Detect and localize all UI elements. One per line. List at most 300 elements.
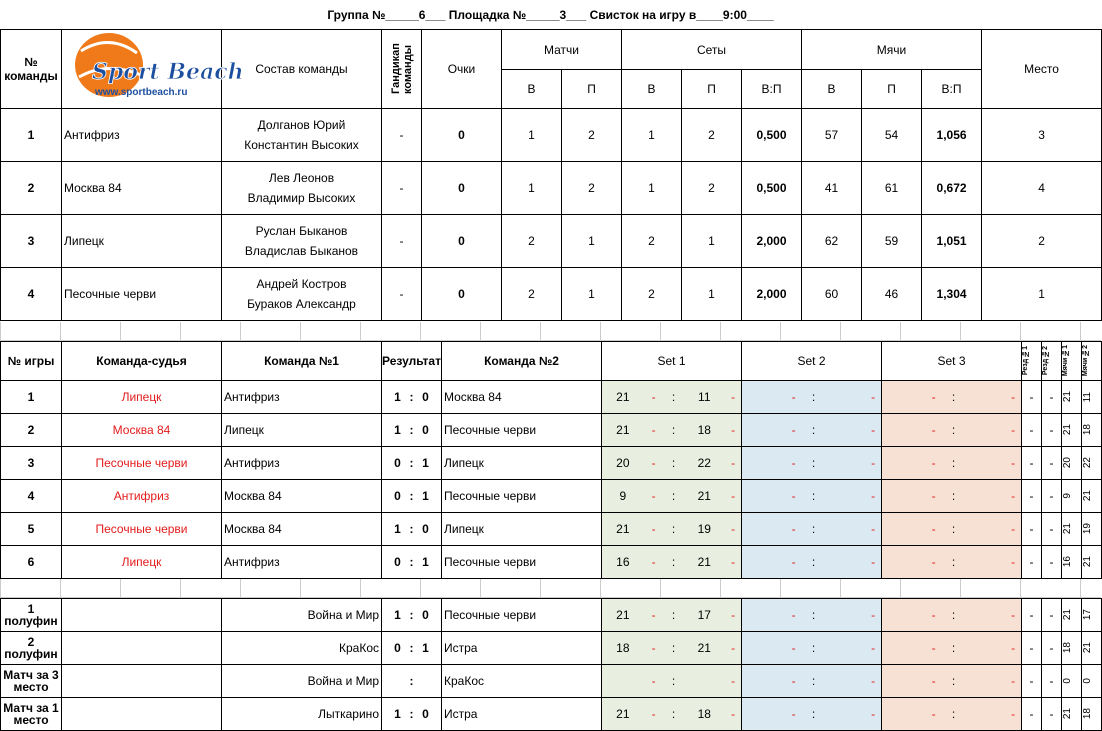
team-name: Липецк xyxy=(62,215,222,268)
team-2: Липецк xyxy=(442,513,602,546)
game-no-header: № игры xyxy=(1,342,62,381)
sets-ratio-header: В:П xyxy=(742,70,802,109)
set-cell[interactable] xyxy=(742,381,882,414)
balls-header: Мячи xyxy=(802,30,982,70)
balls-ratio: 1,051 xyxy=(922,215,982,268)
set-dash: - xyxy=(1011,674,1016,688)
set-dash: - xyxy=(871,489,876,503)
balls-1: 16 xyxy=(1062,556,1073,568)
set-score-1: 16 xyxy=(616,555,630,569)
team-1: Липецк xyxy=(222,414,382,447)
referee-team: Песочные черви xyxy=(62,513,222,546)
r1: - xyxy=(1022,381,1042,414)
set-dash: - xyxy=(931,555,936,569)
set-colon: : xyxy=(811,489,816,503)
team-no: 4 xyxy=(1,268,62,321)
balls-2: 11 xyxy=(1082,391,1093,403)
team-2: Истра xyxy=(442,698,602,731)
set-dash: - xyxy=(931,456,936,470)
set-dash: - xyxy=(871,522,876,536)
sets-ratio: 0,500 xyxy=(742,109,802,162)
finals-table xyxy=(0,598,1102,731)
result[interactable] xyxy=(382,599,442,632)
set-score-2: 18 xyxy=(697,423,711,437)
final-label: Матч за 1 место xyxy=(1,698,62,731)
set-dash: - xyxy=(791,608,796,622)
team-name: Москва 84 xyxy=(62,162,222,215)
set-dash: - xyxy=(791,522,796,536)
player-2: Владимир Высоких xyxy=(247,191,356,205)
r2: - xyxy=(1042,698,1062,731)
place: 4 xyxy=(982,162,1102,215)
result-score-1: 0 xyxy=(394,641,401,655)
sets-lost: 2 xyxy=(682,162,742,215)
result-score-2: 1 xyxy=(422,456,429,470)
result[interactable] xyxy=(382,513,442,546)
set-score-1: 9 xyxy=(619,489,627,503)
balls-1: 20 xyxy=(1062,457,1073,469)
matches-lost: 1 xyxy=(562,268,622,321)
game-no: 6 xyxy=(1,546,62,579)
referee-team: Песочные черви xyxy=(62,447,222,480)
set-cell[interactable] xyxy=(602,447,742,480)
set-cell[interactable] xyxy=(742,546,882,579)
m1-header: Мячи №1 xyxy=(1062,345,1069,377)
set-cell[interactable] xyxy=(602,480,742,513)
result[interactable] xyxy=(382,414,442,447)
team-1: Война и Мир xyxy=(222,599,382,632)
r1: - xyxy=(1022,414,1042,447)
result-score-1: 1 xyxy=(394,522,401,536)
set-cell[interactable] xyxy=(602,513,742,546)
result-colon: : xyxy=(409,707,414,721)
team-2: Песочные черви xyxy=(442,546,602,579)
balls-1: 18 xyxy=(1062,642,1073,654)
set-score-1: 21 xyxy=(616,522,630,536)
team-2: Песочные черви xyxy=(442,599,602,632)
balls-won: 41 xyxy=(802,162,862,215)
result-colon: : xyxy=(409,423,414,437)
referee-team: Липецк xyxy=(62,381,222,414)
set-cell[interactable] xyxy=(882,513,1022,546)
set-colon: : xyxy=(671,423,676,437)
set-cell[interactable] xyxy=(602,698,742,731)
logo xyxy=(62,30,244,109)
result[interactable] xyxy=(382,381,442,414)
balls-ratio: 1,056 xyxy=(922,109,982,162)
set-dash: - xyxy=(931,608,936,622)
game-no: 2 xyxy=(1,414,62,447)
sets-header: Сеты xyxy=(622,30,802,70)
r1: - xyxy=(1022,546,1042,579)
set-score-1: 21 xyxy=(616,707,630,721)
result-score-2: 1 xyxy=(422,641,429,655)
team-1: КраКос xyxy=(222,632,382,665)
set-cell[interactable] xyxy=(882,546,1022,579)
referee-team xyxy=(62,665,222,698)
balls-1: 21 xyxy=(1062,523,1073,535)
set-score-2: 18 xyxy=(697,707,711,721)
set-colon: : xyxy=(671,390,676,404)
balls-2: 18 xyxy=(1082,708,1093,720)
set-colon: : xyxy=(951,641,956,655)
final-row xyxy=(1,698,1102,731)
result-score-2: 0 xyxy=(422,423,429,437)
set-colon: : xyxy=(951,608,956,622)
sets-ratio: 2,000 xyxy=(742,215,802,268)
set-cell[interactable] xyxy=(602,632,742,665)
set-score-2: 11 xyxy=(698,390,711,404)
set-dash: - xyxy=(871,608,876,622)
balls-2: 21 xyxy=(1082,556,1093,568)
team-1: Война и Мир xyxy=(222,665,382,698)
matches-won: 2 xyxy=(502,268,562,321)
sets-l-header: П xyxy=(682,70,742,109)
points: 0 xyxy=(422,162,502,215)
team-composition xyxy=(222,162,382,215)
set-dash: - xyxy=(651,707,656,721)
set-dash: - xyxy=(731,456,736,470)
team-no: 3 xyxy=(1,215,62,268)
set-dash: - xyxy=(931,674,936,688)
set-dash: - xyxy=(651,423,656,437)
set-cell[interactable] xyxy=(742,599,882,632)
set-dash: - xyxy=(871,456,876,470)
set-colon: : xyxy=(671,522,676,536)
set-colon: : xyxy=(671,674,676,688)
set-cell[interactable] xyxy=(882,632,1022,665)
set-dash: - xyxy=(651,608,656,622)
team-2: Липецк xyxy=(442,447,602,480)
result[interactable] xyxy=(382,698,442,731)
set-dash: - xyxy=(651,456,656,470)
r2: - xyxy=(1042,546,1062,579)
set-score-1: 21 xyxy=(616,423,630,437)
points: 0 xyxy=(422,268,502,321)
balls-2: 18 xyxy=(1082,424,1093,436)
r2: - xyxy=(1042,513,1062,546)
game-no: 5 xyxy=(1,513,62,546)
standings-row xyxy=(1,109,1102,162)
result[interactable] xyxy=(382,665,442,698)
team-2: Песочные черви xyxy=(442,480,602,513)
matches-l-header: П xyxy=(562,70,622,109)
referee-team xyxy=(62,698,222,731)
team-2: Истра xyxy=(442,632,602,665)
set-cell[interactable] xyxy=(882,414,1022,447)
balls-won: 60 xyxy=(802,268,862,321)
result-score-2: 1 xyxy=(422,555,429,569)
balls-1: 21 xyxy=(1062,424,1073,436)
set-colon: : xyxy=(671,641,676,655)
set-cell[interactable] xyxy=(882,447,1022,480)
sport-beach-logo-icon xyxy=(67,31,244,107)
referee-team: Липецк xyxy=(62,546,222,579)
balls-2: 19 xyxy=(1082,523,1093,535)
set-dash: - xyxy=(1011,489,1016,503)
spacer xyxy=(0,322,1101,341)
r1: - xyxy=(1022,665,1042,698)
balls-lost: 54 xyxy=(862,109,922,162)
player-2: Владислав Быканов xyxy=(244,244,359,258)
set2-header: Set 2 xyxy=(742,342,882,381)
game-row xyxy=(1,513,1102,546)
handicap: - xyxy=(382,162,422,215)
result-header: Результат xyxy=(382,342,442,381)
group-title: Группа №_____6___ Площадка №_____3___ Свисток на игру в____9:00____ xyxy=(327,8,774,22)
result[interactable] xyxy=(382,632,442,665)
team-no-header: № команды xyxy=(1,30,62,109)
r2: - xyxy=(1042,480,1062,513)
matches-won: 1 xyxy=(502,109,562,162)
referee-team: Антифриз xyxy=(62,480,222,513)
referee-header: Команда-судья xyxy=(62,342,222,381)
sets-lost: 1 xyxy=(682,268,742,321)
team-1: Антифриз xyxy=(222,546,382,579)
result-colon: : xyxy=(409,641,414,655)
set-cell[interactable] xyxy=(602,599,742,632)
player-1: Андрей Костров xyxy=(256,277,347,291)
sets-won: 1 xyxy=(622,162,682,215)
sets-lost: 2 xyxy=(682,109,742,162)
set-colon: : xyxy=(811,608,816,622)
set-colon: : xyxy=(951,674,956,688)
set-dash: - xyxy=(731,707,736,721)
team-no: 2 xyxy=(1,162,62,215)
handicap: - xyxy=(382,215,422,268)
set-cell[interactable] xyxy=(742,513,882,546)
set-cell[interactable] xyxy=(602,546,742,579)
player-1: Долганов Юрий xyxy=(257,118,346,132)
final-row xyxy=(1,599,1102,632)
balls-1: 21 xyxy=(1062,391,1073,403)
balls-l-header: П xyxy=(862,70,922,109)
set-colon: : xyxy=(671,456,676,470)
set-dash: - xyxy=(931,522,936,536)
result[interactable] xyxy=(382,447,442,480)
game-row xyxy=(1,414,1102,447)
team2-header: Команда №2 xyxy=(442,342,602,381)
result-score-2: 0 xyxy=(422,390,429,404)
matches-won: 2 xyxy=(502,215,562,268)
team-2: Песочные черви xyxy=(442,414,602,447)
result-score-2: 1 xyxy=(422,489,429,503)
balls-lost: 59 xyxy=(862,215,922,268)
team-2: КраКос xyxy=(442,665,602,698)
balls-ratio-header: В:П xyxy=(922,70,982,109)
r1: - xyxy=(1022,447,1042,480)
balls-won: 57 xyxy=(802,109,862,162)
set-dash: - xyxy=(1011,707,1016,721)
matches-lost: 1 xyxy=(562,215,622,268)
svg-text:www.sportbeach.ru: www.sportbeach.ru xyxy=(94,87,187,98)
result[interactable] xyxy=(382,480,442,513)
set-colon: : xyxy=(951,555,956,569)
set-dash: - xyxy=(651,674,656,688)
set-colon: : xyxy=(951,707,956,721)
set-colon: : xyxy=(811,674,816,688)
set-cell[interactable] xyxy=(882,599,1022,632)
set-dash: - xyxy=(871,390,876,404)
set-colon: : xyxy=(671,707,676,721)
set-cell[interactable] xyxy=(602,414,742,447)
set-colon: : xyxy=(811,423,816,437)
set-dash: - xyxy=(791,423,796,437)
set-dash: - xyxy=(1011,390,1016,404)
m2-header: Мячи №2 xyxy=(1082,345,1089,377)
game-row xyxy=(1,480,1102,513)
set-dash: - xyxy=(931,423,936,437)
place: 3 xyxy=(982,109,1102,162)
set3-header: Set 3 xyxy=(882,342,1022,381)
team-composition xyxy=(222,268,382,321)
balls-1: 21 xyxy=(1062,708,1073,720)
set-cell[interactable] xyxy=(882,381,1022,414)
balls-ratio: 1,304 xyxy=(922,268,982,321)
set-cell[interactable] xyxy=(602,381,742,414)
sets-w-header: В xyxy=(622,70,682,109)
set-dash: - xyxy=(931,489,936,503)
set-score-1: 20 xyxy=(616,456,630,470)
sets-won: 1 xyxy=(622,109,682,162)
set-cell[interactable] xyxy=(742,480,882,513)
balls-w-header: В xyxy=(802,70,862,109)
set-colon: : xyxy=(811,390,816,404)
standings-row xyxy=(1,162,1102,215)
team-1: Москва 84 xyxy=(222,480,382,513)
place-header: Место xyxy=(982,30,1102,109)
team-name: Антифриз xyxy=(62,109,222,162)
result-colon: : xyxy=(409,522,414,536)
result-score-1: 0 xyxy=(394,555,401,569)
set-dash: - xyxy=(731,674,736,688)
matches-header: Матчи xyxy=(502,30,622,70)
team-composition xyxy=(222,109,382,162)
player-1: Лев Леонов xyxy=(268,171,335,185)
matches-won: 1 xyxy=(502,162,562,215)
r1: - xyxy=(1022,480,1042,513)
set-dash: - xyxy=(791,641,796,655)
set-dash: - xyxy=(791,489,796,503)
team-1: Антифриз xyxy=(222,447,382,480)
handicap-header: Гандикап команды xyxy=(389,43,414,95)
set-cell[interactable] xyxy=(742,698,882,731)
game-no: 4 xyxy=(1,480,62,513)
balls-2: 22 xyxy=(1082,457,1093,469)
set-dash: - xyxy=(791,390,796,404)
spacer xyxy=(0,579,1101,598)
team-name: Песочные черви xyxy=(62,268,222,321)
set-dash: - xyxy=(731,390,736,404)
team-no: 1 xyxy=(1,109,62,162)
set-dash: - xyxy=(731,423,736,437)
set-dash: - xyxy=(791,707,796,721)
result-colon: : xyxy=(409,608,414,622)
result-score-1: 0 xyxy=(394,489,401,503)
set-cell[interactable] xyxy=(882,698,1022,731)
set-cell[interactable] xyxy=(882,665,1022,698)
set-dash: - xyxy=(1011,555,1016,569)
referee-team xyxy=(62,632,222,665)
player-2: Константин Высоких xyxy=(244,138,359,152)
set-dash: - xyxy=(931,707,936,721)
result-score-1: 0 xyxy=(394,456,401,470)
set-cell[interactable] xyxy=(742,665,882,698)
set-dash: - xyxy=(791,456,796,470)
set-cell[interactable] xyxy=(742,632,882,665)
place: 2 xyxy=(982,215,1102,268)
set-dash: - xyxy=(871,707,876,721)
game-row xyxy=(1,546,1102,579)
game-row xyxy=(1,381,1102,414)
set-score-2: 22 xyxy=(697,456,711,470)
result[interactable] xyxy=(382,546,442,579)
set-score-2: 17 xyxy=(697,608,711,622)
result-colon: : xyxy=(409,390,414,404)
set-dash: - xyxy=(731,522,736,536)
r2: - xyxy=(1042,381,1062,414)
set-score-1: 21 xyxy=(616,608,630,622)
r2: - xyxy=(1042,665,1062,698)
result-score-1: 1 xyxy=(394,423,401,437)
set-colon: : xyxy=(811,555,816,569)
sets-won: 2 xyxy=(622,268,682,321)
set-dash: - xyxy=(1011,608,1016,622)
result-colon: : xyxy=(409,456,414,470)
set-dash: - xyxy=(931,641,936,655)
final-label: 1 полуфин xyxy=(1,599,62,632)
result-score-2: 0 xyxy=(422,608,429,622)
set-dash: - xyxy=(651,555,656,569)
games-table xyxy=(0,341,1102,579)
matches-lost: 2 xyxy=(562,162,622,215)
balls-1: 9 xyxy=(1062,493,1073,499)
balls-lost: 46 xyxy=(862,268,922,321)
set-cell[interactable] xyxy=(882,480,1022,513)
points: 0 xyxy=(422,109,502,162)
referee-team: Москва 84 xyxy=(62,414,222,447)
set-cell[interactable] xyxy=(742,447,882,480)
svg-text:Sport Beach: Sport Beach xyxy=(91,59,244,85)
r2-header: Резд №2 xyxy=(1042,346,1049,376)
standings-row xyxy=(1,215,1102,268)
set-colon: : xyxy=(811,522,816,536)
place: 1 xyxy=(982,268,1102,321)
set-dash: - xyxy=(731,641,736,655)
r1: - xyxy=(1022,513,1042,546)
set-colon: : xyxy=(951,390,956,404)
set-dash: - xyxy=(791,674,796,688)
set-colon: : xyxy=(671,555,676,569)
final-row xyxy=(1,632,1102,665)
team-1: Москва 84 xyxy=(222,513,382,546)
set-cell[interactable] xyxy=(602,665,742,698)
set-dash: - xyxy=(731,555,736,569)
r1: - xyxy=(1022,632,1042,665)
standings-row xyxy=(1,268,1102,321)
balls-2: 21 xyxy=(1082,490,1093,502)
set-score-2: 21 xyxy=(697,489,711,503)
set-colon: : xyxy=(951,423,956,437)
set-score-1: 18 xyxy=(616,641,630,655)
set-dash: - xyxy=(791,555,796,569)
r1: - xyxy=(1022,698,1042,731)
set-dash: - xyxy=(871,423,876,437)
final-label: Матч за 3 место xyxy=(1,665,62,698)
set-dash: - xyxy=(1011,456,1016,470)
set-cell[interactable] xyxy=(742,414,882,447)
composition-header: Состав команды xyxy=(222,30,382,109)
